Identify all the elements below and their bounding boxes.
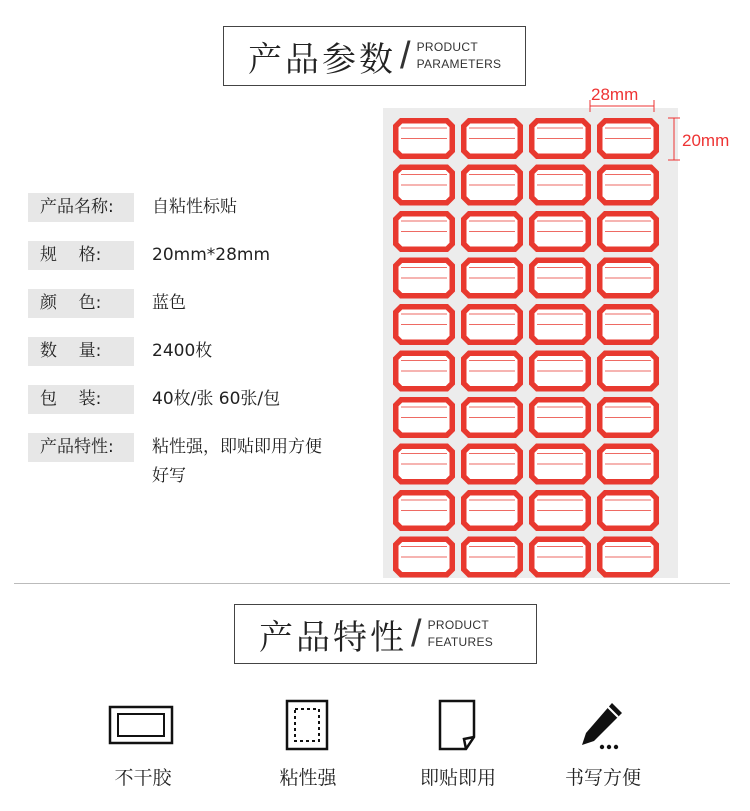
title-en-line2: PARAMETERS [416,57,502,71]
title-en-line2: FEATURES [427,635,494,649]
peel-page-icon [393,695,523,755]
title-en-line1: PRODUCT [416,40,478,54]
param-label: 包 装: [28,385,134,414]
param-label: 规 格: [28,241,134,270]
feature-label: 即贴即用 [419,767,496,789]
param-value: 40枚/张 60张/包 [152,389,281,409]
dimension-height-label: 20mm [682,131,730,150]
sticky-square-icon [243,695,373,755]
feature-label: 书写方便 [564,767,641,789]
label-frame-icon [78,695,208,755]
param-value: 粘性强，即贴即用方便好写 [152,437,322,486]
pen-write-icon [538,695,668,755]
section-title-cn: 产品参数 [248,39,396,80]
dimension-width-label: 28mm [591,85,639,104]
section-divider [14,583,730,584]
title-slash: / [411,612,422,655]
section-title-en [428,617,494,651]
feature-item [243,695,373,790]
param-value: 蓝色 [152,293,186,313]
param-value: 20mm*28mm [152,245,271,265]
feature-item [538,695,668,790]
title-slash: / [400,34,411,77]
feature-label: 粘性强 [279,767,337,789]
feature-label: 不干胶 [114,767,172,789]
feature-item [78,695,208,790]
param-value: 自粘性标贴 [152,197,237,217]
section-title-features [234,604,537,664]
title-en-line1: PRODUCT [427,618,489,632]
param-label: 产品特性: [28,433,134,462]
param-label: 颜 色: [28,289,134,318]
param-label: 数 量: [28,337,134,366]
section-title-cn: 产品特性 [259,617,407,658]
feature-item [393,695,523,790]
param-label: 产品名称: [28,193,134,222]
param-value: 2400枚 [152,341,213,361]
